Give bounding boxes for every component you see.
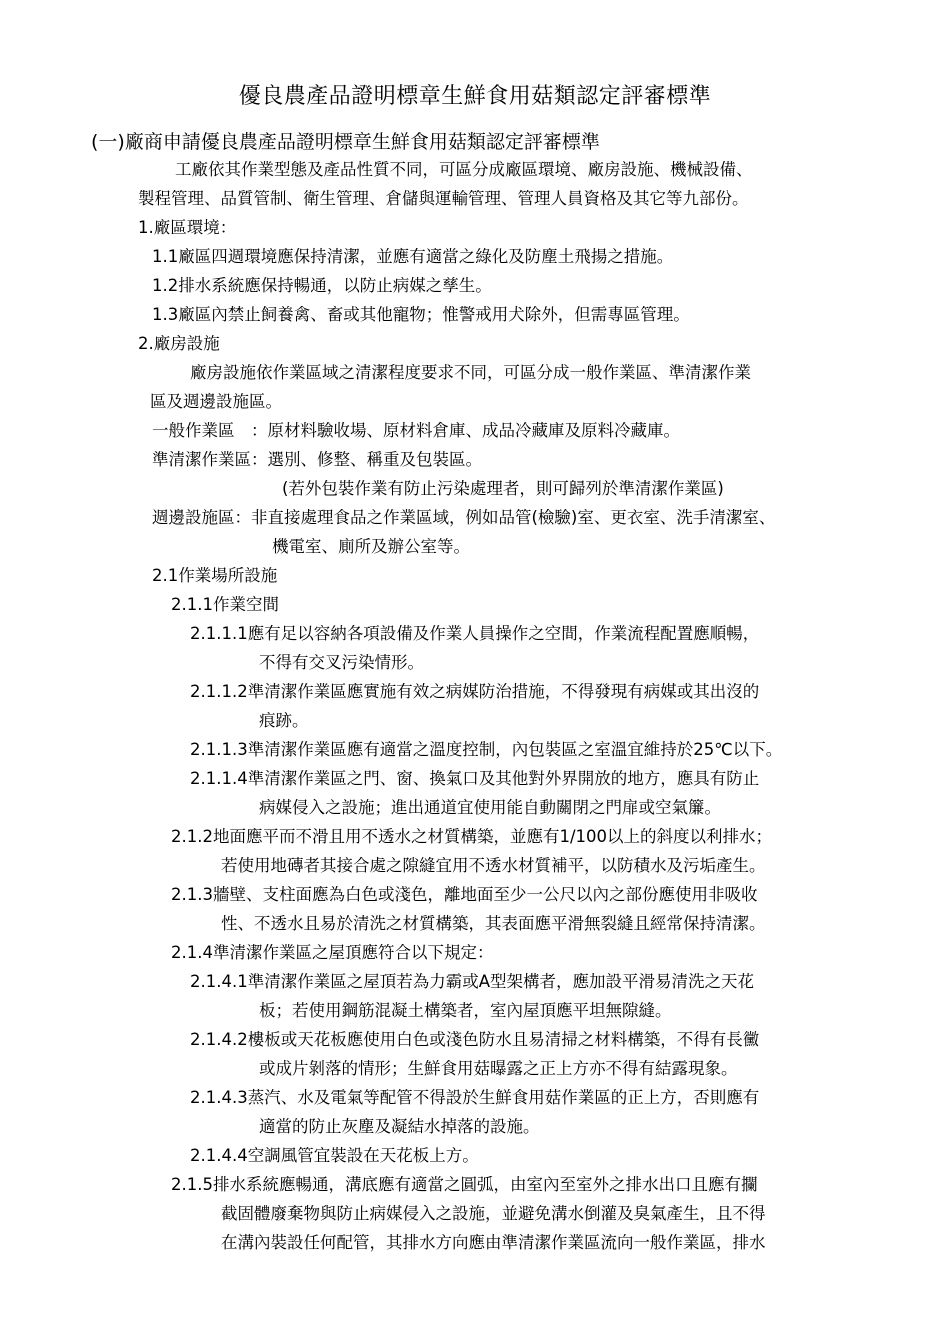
zone-line: 準清潔作業區：選別、修整、稱重及包裝區。 [152,450,482,469]
item-line: 1.1廠區四週環境應保持清潔，並應有適當之綠化及防塵土飛揚之措施。 [152,247,674,266]
item-line: 截固體廢棄物與防止病媒侵入之設施，並避免溝水倒灌及臭氣產生，且不得 [221,1204,766,1223]
zone-line: 一般作業區 ：原材料驗收場、原材料倉庫、成品冷藏庫及原料冷藏庫。 [152,421,680,440]
item-line: 2.1.1.1應有足以容納各項設備及作業人員操作之空間，作業流程配置應順暢， [190,624,760,643]
item-heading: 2.廠房設施 [138,334,220,353]
item-heading: 2.1.4準清潔作業區之屋頂應符合以下規定： [171,943,494,962]
item-line: 2.1.4.4空調風管宜裝設在天花板上方。 [190,1146,479,1165]
item-line: 適當的防止灰塵及凝結水掉落的設施。 [259,1117,540,1136]
item-heading: 2.1.1作業空間 [171,595,279,614]
paragraph-line: 廠房設施依作業區域之清潔程度要求不同，可區分成一般作業區、準清潔作業 [190,363,751,382]
item-line: 2.1.1.2準清潔作業區應實施有效之病媒防治措施，不得發現有病媒或其出沒的 [190,682,760,701]
paragraph-line: 工廠依其作業型態及產品性質不同，可區分成廠區環境、廠房設施、機械設備、 [175,160,753,179]
item-line: 1.2排水系統應保持暢通，以防止病媒之孳生。 [152,276,492,295]
item-line: 或成片剝落的情形；生鮮食用菇曝露之正上方亦不得有結露現象。 [259,1059,738,1078]
item-line: 痕跡。 [259,711,309,730]
section-heading: (一)廠商申請優良農產品證明標章生鮮食用菇類認定評審標準 [91,131,600,153]
item-line: 2.1.1.3準清潔作業區應有適當之溫度控制，內包裝區之室溫宜維持於25℃以下。 [190,740,783,759]
item-line: 不得有交叉污染情形。 [259,653,424,672]
document-body [0,155,950,1257]
item-line: 2.1.3牆壁、支柱面應為白色或淺色，離地面至少一公尺以內之部份應使用非吸收 [171,885,758,904]
item-line: 2.1.5排水系統應暢通，溝底應有適當之圓弧，由室內至室外之排水出口且應有攔 [171,1175,758,1194]
item-heading: 1.廠區環境： [138,218,237,237]
item-line: 性、不透水且易於清洗之材質構築，其表面應平滑無裂縫且經常保持清潔。 [221,914,766,933]
zone-line: 週邊設施區：非直接處理食品之作業區域，例如品管(檢驗)室、更衣室、洗手清潔室、 [152,508,776,527]
item-line: 在溝內裝設任何配管，其排水方向應由準清潔作業區流向一般作業區，排水 [221,1233,766,1252]
document-title: 優良農產品證明標章生鮮食用菇類認定評審標準 [238,84,712,109]
zone-note: (若外包裝作業有防止污染處理者，則可歸列於準清潔作業區) [282,479,724,498]
paragraph-line: 製程管理、品質管制、衛生管理、倉儲與運輸管理、管理人員資格及其它等九部份。 [138,189,749,208]
item-line: 板；若使用鋼筋混凝土構築者，室內屋頂應平坦無隙縫。 [259,1001,672,1020]
item-line: 若使用地磚者其接合處之隙縫宜用不透水材質補平，以防積水及污垢產生。 [221,856,766,875]
item-line: 2.1.1.4準清潔作業區之門、窗、換氣口及其他對外界開放的地方，應具有防止 [190,769,760,788]
item-heading: 2.1作業場所設施 [152,566,278,585]
item-line: 病媒侵入之設施；進出通道宜使用能自動關閉之門扉或空氣簾。 [259,798,721,817]
zone-line: 機電室、廁所及辦公室等。 [272,537,470,556]
paragraph-line: 區及週邊設施區。 [150,392,282,411]
item-line: 1.3廠區內禁止飼養禽、畜或其他寵物；惟警戒用犬除外，但需專區管理。 [152,305,690,324]
item-line: 2.1.4.3蒸汽、水及電氣等配管不得設於生鮮食用菇作業區的正上方，否則應有 [190,1088,760,1107]
item-line: 2.1.4.1準清潔作業區之屋頂若為力霸或A型架構者，應加設平滑易清洗之天花 [190,972,755,991]
item-line: 2.1.4.2樓板或天花板應使用白色或淺色防水且易清掃之材料構築，不得有長黴 [190,1030,760,1049]
item-line: 2.1.2地面應平而不滑且用不透水之材質構築，並應有1/100以上的斜度以利排水； [171,827,773,846]
